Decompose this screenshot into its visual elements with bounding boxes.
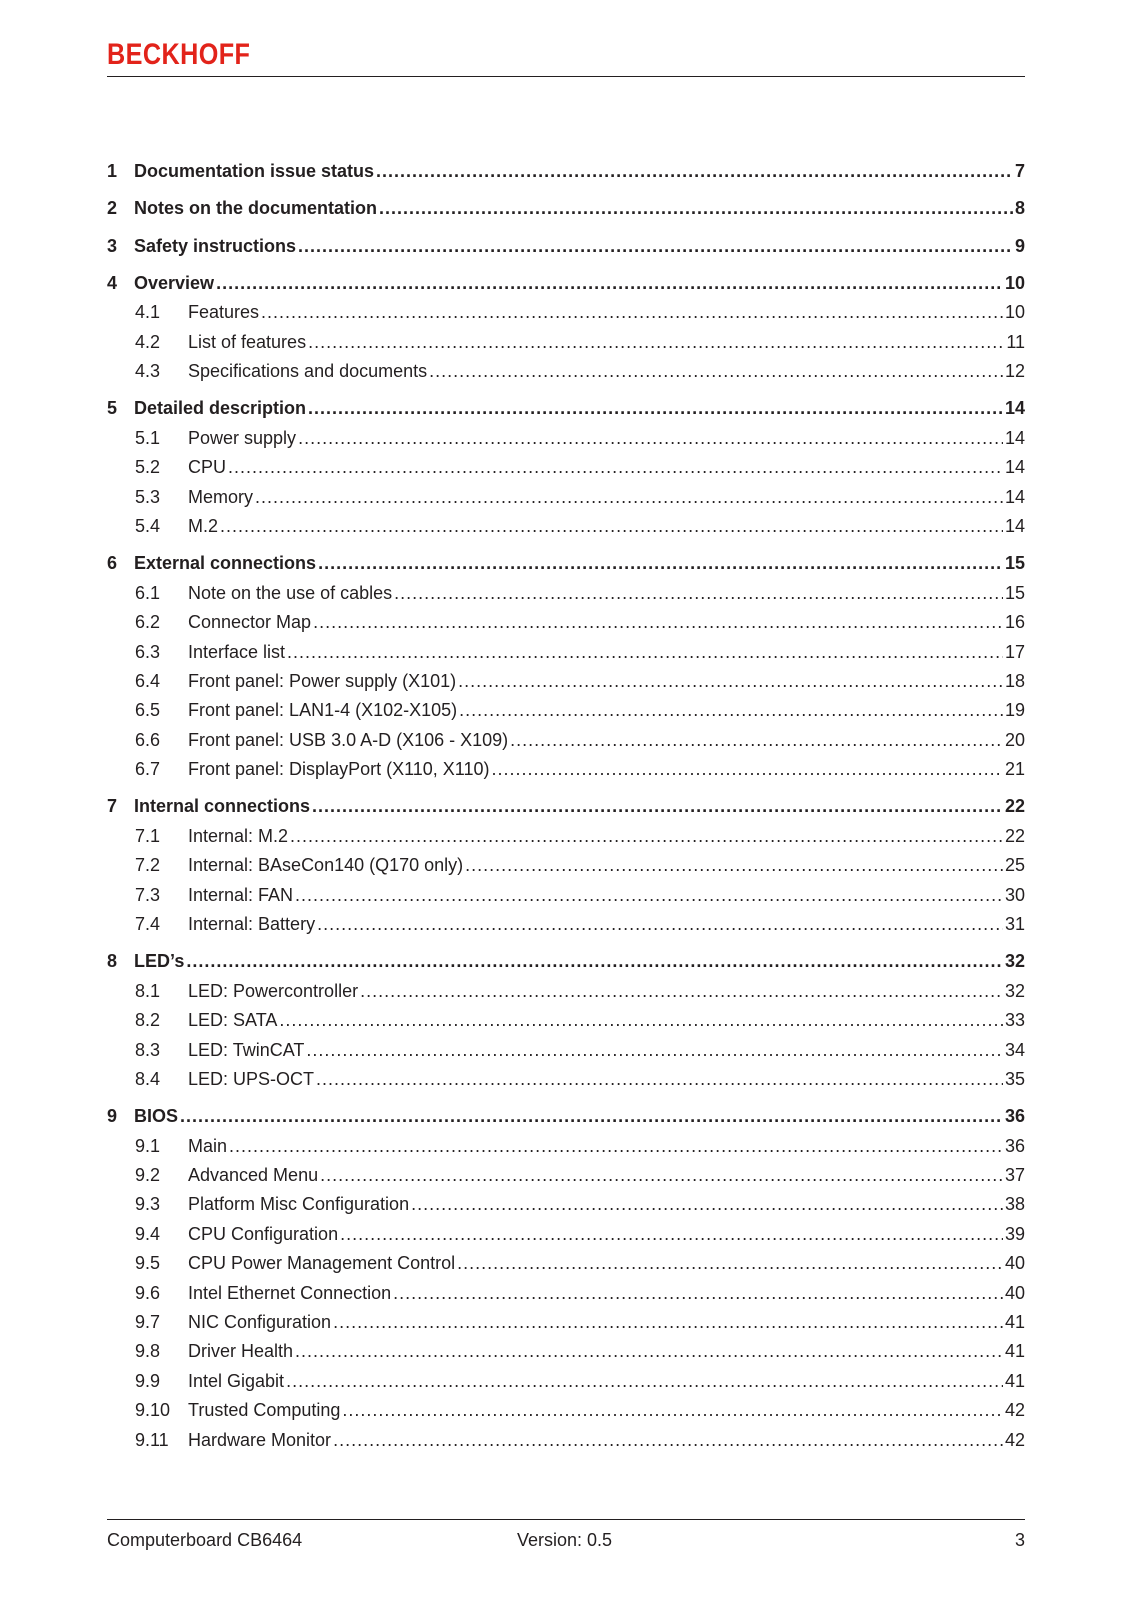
toc-entry[interactable]: [107, 514, 1025, 538]
toc-entry-title: Memory: [188, 486, 254, 507]
toc-entry[interactable]: [107, 300, 1025, 324]
toc-dot-leader: [286, 1369, 1003, 1393]
toc-entry-page: 14: [1004, 427, 1025, 448]
toc-entry-page: 20: [1004, 729, 1025, 750]
toc-entry-title: LED: TwinCAT: [188, 1039, 305, 1060]
footer-page-number: 3: [1014, 1530, 1025, 1550]
toc-entry-title: Main: [188, 1135, 228, 1156]
toc-entry-number: 8.3: [135, 1039, 161, 1060]
toc-entry-title: Note on the use of cables: [188, 582, 393, 603]
toc-entry-number: 5.4: [135, 516, 161, 536]
toc-entry[interactable]: [107, 1369, 1025, 1393]
toc-entry-title: Specifications and documents: [188, 361, 428, 382]
footer-version: Version: 0.5: [517, 1530, 613, 1550]
toc-entry[interactable]: [107, 1163, 1025, 1187]
toc-dot-leader: [317, 912, 1003, 936]
toc-entry-page: 37: [1004, 1165, 1025, 1185]
toc-dot-leader: [229, 1134, 1003, 1158]
toc-entry[interactable]: [107, 581, 1025, 605]
toc-entry-number: 9.8: [135, 1341, 161, 1362]
toc-entry-title: Safety instructions: [134, 235, 297, 256]
toc-entry-page: 32: [1004, 980, 1025, 1001]
toc-entry-number: 9.1: [135, 1135, 161, 1156]
toc-entry-title: Front panel: DisplayPort (X110, X110): [188, 759, 490, 780]
toc-entry-page: 39: [1004, 1223, 1025, 1244]
toc-entry-page: 12: [1004, 361, 1025, 382]
page-footer: [107, 1519, 1025, 1560]
toc-dot-leader: [457, 1251, 1003, 1275]
toc-entry[interactable]: [107, 1067, 1025, 1091]
toc-entry-title: CPU Configuration: [188, 1223, 339, 1244]
toc-entry-number: 3: [107, 235, 118, 256]
toc-entry-title: NIC Configuration: [188, 1312, 332, 1332]
toc-dot-leader: [186, 949, 1003, 973]
toc-entry-title: Notes on the documentation: [134, 198, 377, 219]
toc-entry-title: Internal: Battery: [188, 914, 316, 934]
toc-entry-number: 6.5: [135, 700, 161, 721]
toc-entry[interactable]: [107, 1251, 1025, 1275]
toc-dot-leader: [510, 728, 1003, 752]
toc-entry[interactable]: [107, 1192, 1025, 1216]
toc-entry-page: 34: [1004, 1039, 1025, 1060]
toc-entry[interactable]: [107, 396, 1025, 420]
toc-entry-title: Trusted Computing: [188, 1400, 341, 1421]
toc-entry[interactable]: [107, 1339, 1025, 1363]
toc-entry-title: Connector Map: [188, 612, 312, 633]
toc-entry-title: Hardware Monitor: [188, 1429, 332, 1450]
toc-entry-page: 7: [1014, 161, 1025, 181]
toc-entry[interactable]: [107, 1222, 1025, 1246]
toc-entry-title: Interface list: [188, 641, 286, 662]
toc-entry-number: 9.10: [135, 1400, 171, 1421]
toc-entry-number: 6: [107, 553, 118, 574]
toc-entry-title: External connections: [134, 553, 317, 574]
toc-entry[interactable]: [107, 159, 1025, 183]
toc-dot-leader: [228, 455, 1003, 479]
toc-entry[interactable]: [107, 485, 1025, 509]
toc-dot-leader: [279, 1008, 1003, 1032]
toc-entry-title: Internal connections: [134, 796, 311, 817]
toc-dot-leader: [394, 581, 1003, 605]
toc-entry-number: 1: [107, 161, 118, 181]
toc-dot-leader: [360, 979, 1003, 1003]
toc-dot-leader: [298, 426, 1003, 450]
toc-entry[interactable]: [107, 196, 1025, 220]
toc-entry-page: 22: [1004, 796, 1025, 817]
toc-entry-page: 42: [1004, 1400, 1025, 1421]
toc-entry[interactable]: [107, 949, 1025, 973]
toc-entry-page: 14: [1004, 486, 1025, 507]
toc-entry-number: 5.3: [135, 486, 161, 507]
toc-entry-number: 8.4: [135, 1068, 161, 1089]
toc-entry[interactable]: [107, 1398, 1025, 1422]
toc-entry-title: Power supply: [188, 427, 297, 448]
toc-dot-leader: [255, 485, 1003, 509]
toc-entry-title: Driver Health: [188, 1341, 294, 1362]
toc-entry[interactable]: [107, 426, 1025, 450]
toc-entry-title: Internal: BAseCon140 (Q170 only): [188, 855, 464, 876]
toc-entry-page: 38: [1004, 1194, 1025, 1215]
toc-entry-title: Internal: FAN: [188, 884, 294, 905]
toc-entry-number: 5.2: [135, 457, 161, 478]
toc-entry-number: 9.4: [135, 1223, 161, 1244]
toc-dot-leader: [318, 551, 1003, 575]
toc-entry-title: Front panel: Power supply (X101): [188, 670, 457, 691]
toc-entry-number: 9.5: [135, 1253, 161, 1274]
toc-entry-title: M.2: [188, 516, 219, 536]
toc-dot-leader: [216, 271, 1003, 295]
toc-entry-page: 9: [1014, 235, 1025, 256]
toc-entry-number: 4: [107, 272, 118, 293]
toc-entry-page: 15: [1004, 553, 1025, 574]
toc-dot-leader: [290, 824, 1003, 848]
toc-entry-page: 15: [1004, 582, 1025, 603]
toc-entry-number: 6.4: [135, 670, 161, 691]
toc-entry-title: Advanced Menu: [188, 1165, 319, 1185]
toc-entry-page: 14: [1004, 457, 1025, 478]
toc-entry[interactable]: [107, 669, 1025, 693]
toc-entry-page: 40: [1004, 1253, 1025, 1274]
toc-entry-page: 11: [1006, 331, 1025, 352]
toc-entry-number: 5.1: [135, 427, 161, 448]
toc-dot-leader: [180, 1104, 1003, 1128]
toc-dot-leader: [465, 853, 1003, 877]
toc-entry[interactable]: [107, 979, 1025, 1003]
toc-entry-number: 9.7: [135, 1312, 161, 1332]
toc-entry[interactable]: [107, 1310, 1025, 1334]
toc-dot-leader: [429, 359, 1003, 383]
toc-entry[interactable]: [107, 1428, 1025, 1452]
toc-entry-number: 7.2: [135, 855, 161, 876]
toc-entry-title: CPU: [188, 457, 227, 478]
toc-dot-leader: [411, 1192, 1003, 1216]
toc-entry[interactable]: [107, 1281, 1025, 1305]
toc-entry-page: 40: [1004, 1282, 1025, 1303]
toc-entry-page: 14: [1004, 398, 1025, 419]
toc-entry-page: 36: [1004, 1135, 1025, 1156]
toc-entry[interactable]: [107, 824, 1025, 848]
toc-entry-page: 41: [1004, 1312, 1025, 1332]
toc-entry[interactable]: [107, 1134, 1025, 1158]
toc-entry-title: LED: Powercontroller: [188, 980, 359, 1001]
toc-entry-number: 9.2: [135, 1165, 161, 1185]
toc-entry-number: 4.1: [135, 302, 161, 323]
toc-entry[interactable]: [107, 912, 1025, 936]
toc-entry-page: 35: [1004, 1068, 1025, 1089]
toc-entry-page: 25: [1004, 855, 1025, 876]
toc-dot-leader: [333, 1428, 1003, 1452]
toc-dot-leader: [491, 757, 1002, 781]
toc-dot-leader: [340, 1222, 1003, 1246]
toc-entry-page: 41: [1004, 1370, 1025, 1391]
toc-entry-number: 6.2: [135, 612, 161, 633]
toc-entry-page: 18: [1004, 670, 1025, 691]
toc-dot-leader: [308, 396, 1003, 420]
toc-entry-number: 8: [107, 951, 118, 972]
toc-entry[interactable]: [107, 330, 1025, 354]
toc-entry[interactable]: [107, 1104, 1025, 1128]
toc-dot-leader: [313, 610, 1003, 634]
toc-entry-page: 42: [1004, 1429, 1025, 1450]
toc-entry-number: 5: [107, 398, 118, 419]
toc-entry-number: 9.3: [135, 1194, 161, 1215]
toc-entry-number: 9.6: [135, 1282, 161, 1303]
toc-entry-page: 8: [1014, 198, 1025, 219]
toc-entry-title: List of features: [188, 331, 307, 352]
toc-entry-number: 4.2: [135, 331, 161, 352]
toc-dot-leader: [287, 640, 1003, 664]
toc-entry-number: 7: [107, 796, 118, 817]
toc-entry[interactable]: [107, 455, 1025, 479]
footer-product: Computerboard CB6464: [107, 1530, 303, 1550]
toc-dot-leader: [306, 1038, 1003, 1062]
toc-entry[interactable]: [107, 610, 1025, 634]
beckhoff-logo: BECKHOFF: [107, 38, 251, 71]
toc-entry[interactable]: [107, 883, 1025, 907]
toc-entry-page: 22: [1004, 825, 1025, 846]
toc-entry-title: LED’s: [134, 951, 185, 972]
toc-dot-leader: [295, 883, 1003, 907]
toc-dot-leader: [261, 300, 1003, 324]
toc-entry-title: Detailed description: [134, 398, 307, 419]
toc-entry-title: Front panel: LAN1-4 (X102-X105): [188, 700, 458, 721]
page-header: [107, 38, 1025, 77]
toc-entry-page: 36: [1004, 1106, 1025, 1127]
toc-entry-page: 16: [1004, 612, 1025, 633]
toc-entry[interactable]: [107, 1038, 1025, 1062]
toc-entry-page: 31: [1004, 914, 1025, 934]
toc-entry-title: Internal: M.2: [188, 825, 289, 846]
toc-entry-number: 8.2: [135, 1010, 161, 1031]
toc-entry-page: 32: [1004, 951, 1025, 972]
toc-entry-number: 6.3: [135, 641, 161, 662]
toc-dot-leader: [376, 159, 1013, 183]
toc-entry-title: Intel Ethernet Connection: [188, 1282, 392, 1303]
toc-entry-page: 19: [1004, 700, 1025, 721]
toc-entry-number: 9.11: [135, 1429, 169, 1450]
toc-entry-number: 8.1: [135, 980, 161, 1001]
toc-entry-number: 7.4: [135, 914, 161, 934]
toc-entry-title: BIOS: [134, 1106, 179, 1127]
toc-entry-page: 10: [1004, 302, 1025, 323]
toc-entry-title: Documentation issue status: [134, 161, 375, 181]
toc-entry[interactable]: [107, 853, 1025, 877]
toc-entry[interactable]: [107, 359, 1025, 383]
toc-dot-leader: [308, 330, 1004, 354]
toc-dot-leader: [458, 669, 1003, 693]
toc-entry[interactable]: [107, 551, 1025, 575]
toc-entry-title: LED: SATA: [188, 1010, 278, 1031]
toc-entry-number: 6.1: [135, 582, 161, 603]
toc-entry-title: Platform Misc Configuration: [188, 1194, 410, 1215]
toc-dot-leader: [393, 1281, 1003, 1305]
toc-entry-number: 6.7: [135, 759, 161, 780]
toc-entry-title: CPU Power Management Control: [188, 1253, 456, 1274]
toc-entry-page: 17: [1004, 641, 1025, 662]
toc-entry-title: Intel Gigabit: [188, 1370, 285, 1391]
toc-entry-number: 6.6: [135, 729, 161, 750]
toc-dot-leader: [220, 514, 1003, 538]
toc-entry-page: 10: [1004, 272, 1025, 293]
toc-entry-number: 4.3: [135, 361, 161, 382]
toc-entry-title: LED: UPS-OCT: [188, 1068, 315, 1089]
toc-dot-leader: [379, 196, 1013, 220]
toc-dot-leader: [312, 794, 1003, 818]
toc-dot-leader: [316, 1067, 1003, 1091]
toc-entry[interactable]: [107, 271, 1025, 295]
toc-dot-leader: [459, 698, 1003, 722]
toc-entry[interactable]: [107, 640, 1025, 664]
toc-entry-title: Features: [188, 302, 260, 323]
toc-entry[interactable]: [107, 1008, 1025, 1032]
toc-entry-title: Front panel: USB 3.0 A-D (X106 - X109): [188, 729, 509, 750]
toc-dot-leader: [333, 1310, 1003, 1334]
toc-entry-page: 30: [1004, 884, 1025, 905]
toc-entry-page: 21: [1004, 759, 1025, 780]
toc-dot-leader: [342, 1398, 1003, 1422]
toc-entry[interactable]: [107, 794, 1025, 818]
toc-entry[interactable]: [107, 728, 1025, 752]
toc-entry-page: 33: [1004, 1010, 1025, 1031]
toc-dot-leader: [295, 1339, 1003, 1363]
toc-entry-number: 9.9: [135, 1370, 161, 1391]
toc-entry-number: 2: [107, 198, 118, 219]
toc-dot-leader: [320, 1163, 1003, 1187]
toc-entry[interactable]: [107, 757, 1025, 781]
toc-entry-number: 7.1: [135, 825, 161, 846]
toc-entry-page: 41: [1004, 1341, 1025, 1362]
toc-entry[interactable]: [107, 234, 1025, 258]
toc-entry-number: 7.3: [135, 884, 161, 905]
toc-entry-number: 9: [107, 1106, 118, 1127]
toc-entry-page: 14: [1004, 516, 1025, 536]
toc-entry[interactable]: [107, 698, 1025, 722]
toc-dot-leader: [298, 234, 1013, 258]
toc-entry-title: Overview: [134, 272, 215, 293]
